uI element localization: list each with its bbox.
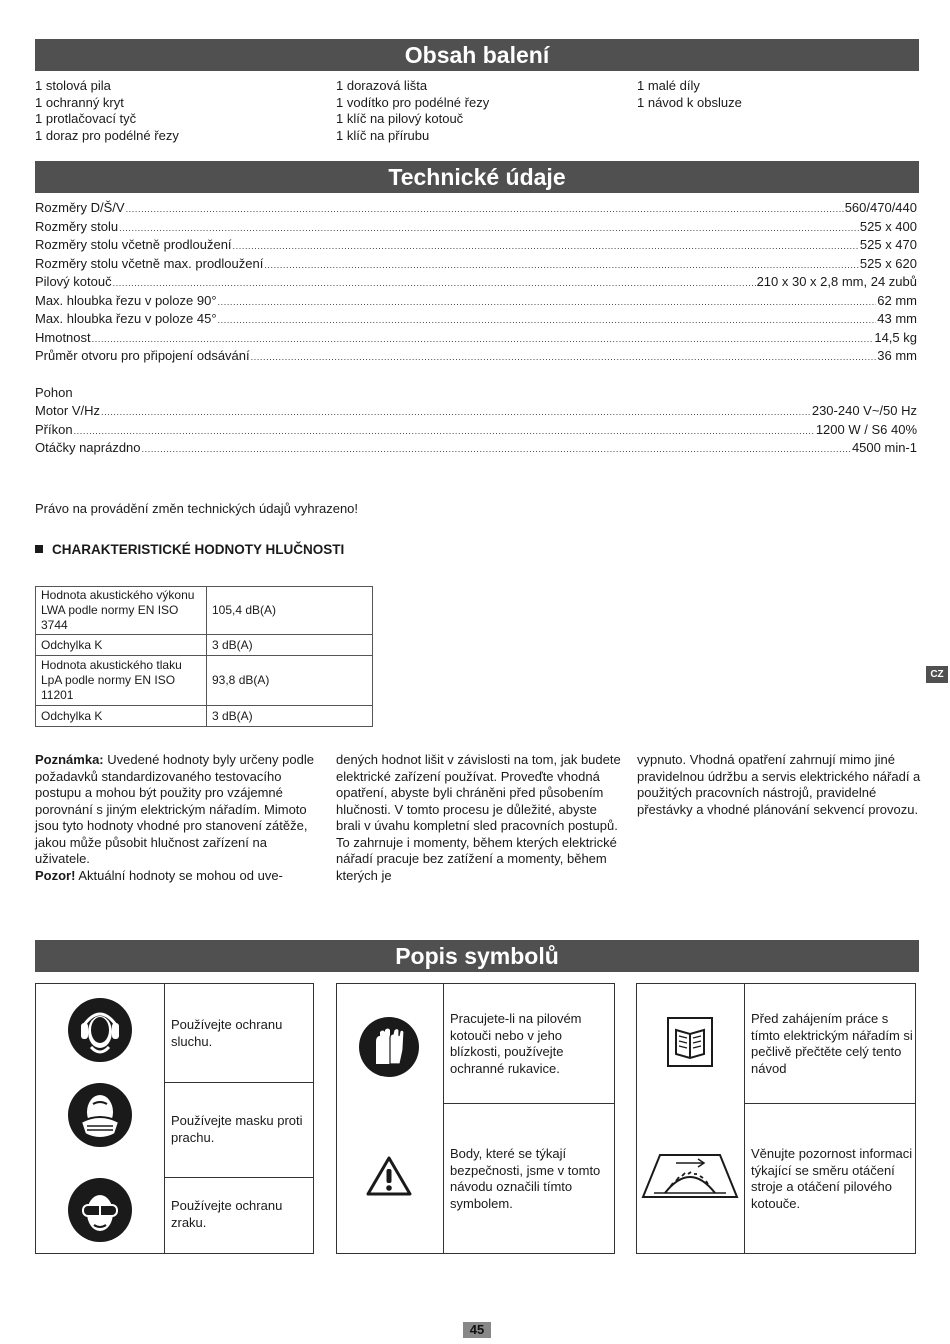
spec-label: Rozměry stolu včetně max. prodloužení <box>35 255 264 271</box>
spec-row <box>35 256 917 275</box>
note-text: Uvedené hodnoty byly určeny podle požadavků standardizovaného testovacího postupu a mohou být použity pro vzájemné porovnání s jiným elektrickým nářadím. Mimoto jsou tyto hodnoty vhodné pro stanovení zátěže, jakou může působit hlučnost zařízení na uživatele. <box>35 752 314 866</box>
gloves-icon <box>358 1016 420 1078</box>
spec-label: Rozměry stolu <box>35 218 119 234</box>
technical-data-title: Technické údaje <box>35 161 919 193</box>
spec-row <box>35 348 917 367</box>
warning-triangle-icon <box>366 1155 412 1197</box>
symbol-box-safety <box>336 983 615 1254</box>
symbol-cell <box>164 1082 313 1177</box>
spec-value: 62 mm <box>877 292 917 308</box>
table-row <box>36 706 373 727</box>
symbol-cell <box>744 1103 915 1254</box>
note-column-1 <box>35 752 320 884</box>
table-row <box>36 587 373 635</box>
list-item: 1 doraz pro podélné řezy <box>35 127 179 143</box>
spec-label: Max. hloubka řezu v poloze 45° <box>35 311 217 326</box>
blade-rotation-icon <box>640 1149 740 1204</box>
symbol-text: Věnujte pozornost informaci týkající se směru otáčení stroje a otáčení pilového kotouče. <box>751 1146 913 1211</box>
list-item: 1 ochranný kryt <box>35 94 124 110</box>
spec-label: Motor V/Hz <box>35 403 101 418</box>
language-tab: CZ <box>926 666 948 683</box>
table-cell-label: Odchylka K <box>36 706 207 727</box>
spec-value: 43 mm <box>877 311 917 326</box>
noise-table <box>35 586 373 727</box>
note-label: Poznámka: <box>35 752 104 767</box>
spec-row <box>35 293 917 312</box>
spec-row <box>35 403 917 422</box>
symbol-cell <box>164 1177 313 1254</box>
spec-row <box>35 237 917 256</box>
symbol-text: Používejte masku proti prachu. <box>171 1113 303 1145</box>
symbol-cell <box>164 984 313 1082</box>
symbol-cell <box>443 984 614 1103</box>
spec-label: Pilový kotouč <box>35 274 112 289</box>
spec-value: 4500 min-1 <box>851 440 917 455</box>
spec-row <box>35 274 917 293</box>
ear-protection-icon <box>67 997 133 1063</box>
list-item: 1 stolová pila <box>35 78 111 93</box>
page-number: 45 <box>463 1322 491 1338</box>
symbol-text: Pracujete-li na pilovém kotouči nebo v jeho blízkosti, používejte ochranné rukavice. <box>450 1011 582 1076</box>
list-item: 1 klíč na pilový kotouč <box>336 111 464 126</box>
spec-row <box>35 330 917 349</box>
package-list-col2 <box>336 78 489 144</box>
table-cell-label: Hodnota akustického tlaku LpA podle normy EN ISO 11201 <box>36 656 207 706</box>
spec-value: 230-240 V~/50 Hz <box>811 403 917 418</box>
spec-value: 525 x 400 <box>859 218 917 234</box>
dust-mask-icon <box>67 1082 133 1148</box>
spec-value: 525 x 470 <box>859 237 917 252</box>
package-contents-title: Obsah balení <box>35 39 919 71</box>
list-item: 1 návod k obsluze <box>637 94 742 110</box>
symbols-title: Popis symbolů <box>35 940 919 972</box>
spec-value: 525 x 620 <box>859 255 917 271</box>
spec-value: 1200 W / S6 40% <box>815 421 917 437</box>
symbol-text: Používejte ochranu sluchu. <box>171 1017 283 1049</box>
spec-row <box>35 311 917 330</box>
symbol-cell <box>744 984 915 1103</box>
symbol-box-info <box>636 983 916 1254</box>
spec-label: Příkon <box>35 421 73 437</box>
noise-heading-text: CHARAKTERISTICKÉ HODNOTY HLUČNOSTI <box>52 542 345 557</box>
table-cell-value: 3 dB(A) <box>207 635 373 656</box>
spec-value: 560/470/440 <box>844 200 917 215</box>
noise-heading <box>35 542 344 557</box>
list-item: 1 vodítko pro podélné řezy <box>336 94 490 110</box>
package-list-col1 <box>35 78 179 144</box>
table-cell-label: Hodnota akustického výkonu LWA podle normy EN ISO 3744 <box>36 587 207 635</box>
list-item: 1 dorazová lišta <box>336 78 428 93</box>
list-item: 1 malé díly <box>637 78 700 93</box>
symbol-text: Před zahájením práce s tímto elektrickým nářadím si pečlivě přečtěte celý tento návod <box>751 1011 913 1076</box>
spec-row <box>35 422 917 441</box>
symbol-text: Body, které se týkají bezpečnosti, jsme v tomto návodu označili tímto symbolem. <box>450 1146 601 1211</box>
spec-row <box>35 219 917 238</box>
spec-label: Hmotnost <box>35 329 91 345</box>
spec-row <box>35 200 917 219</box>
table-cell-value: 3 dB(A) <box>207 706 373 727</box>
symbol-text: Používejte ochranu zraku. <box>171 1198 283 1230</box>
table-cell-label: Odchylka K <box>36 635 207 656</box>
spec-label: Rozměry D/Š/V <box>35 200 125 215</box>
spec-label: Max. hloubka řezu v poloze 90° <box>35 292 217 308</box>
spec-label: Rozměry stolu včetně prodloužení <box>35 237 232 252</box>
changes-reserved-note: Právo na provádění změn technických údajů vyhrazeno! <box>35 501 359 516</box>
symbol-box-protection <box>35 983 314 1254</box>
square-bullet-icon <box>35 545 43 553</box>
warning-text: Aktuální hodnoty se mohou od uve- <box>78 867 283 883</box>
table-cell-value: 93,8 dB(A) <box>207 656 373 706</box>
table-row <box>36 656 373 706</box>
note-column-2: dených hodnot lišit v závislosti na tom, jak budete elektrické zařízení používat. Proveďte vhodná opatření, abyste byli chráněni před působením hlučnosti. V tomto procesu je důležité, abyste brali v úvahu kompletní sled pracovních postupů. To zahrnuje i momenty, během kterých elektrické nářadí pracuje bez zatížení a momenty, během kterých je <box>336 752 621 883</box>
spec-value: 14,5 kg <box>874 329 917 345</box>
manual-book-icon <box>666 1016 714 1068</box>
list-item: 1 klíč na přírubu <box>336 127 430 143</box>
spec-label: Průměr otvoru pro připojení odsávání <box>35 348 250 363</box>
spec-row <box>35 440 917 459</box>
spec-label: Otáčky naprázdno <box>35 440 141 455</box>
drive-spec-list <box>35 403 917 459</box>
package-list-col3 <box>637 78 742 111</box>
warning-label: Pozor! <box>35 867 76 883</box>
spec-list <box>35 200 917 367</box>
symbol-cell <box>443 1103 614 1254</box>
list-item: 1 protlačovací tyč <box>35 111 137 126</box>
spec-value: 210 x 30 x 2,8 mm, 24 zubů <box>756 274 917 289</box>
table-row <box>36 635 373 656</box>
spec-value: 36 mm <box>877 348 917 363</box>
note-column-3: vypnuto. Vhodná opatření zahrnují mimo jiné pravidelnou údržbu a servis elektrického nářadí a použitých pracovních nástrojů, pravidelné přestávky a vhodné plánování sekvencí provozu. <box>637 752 921 817</box>
table-cell-value: 105,4 dB(A) <box>207 587 373 635</box>
eye-protection-icon <box>67 1177 133 1243</box>
drive-heading: Pohon <box>35 385 73 400</box>
